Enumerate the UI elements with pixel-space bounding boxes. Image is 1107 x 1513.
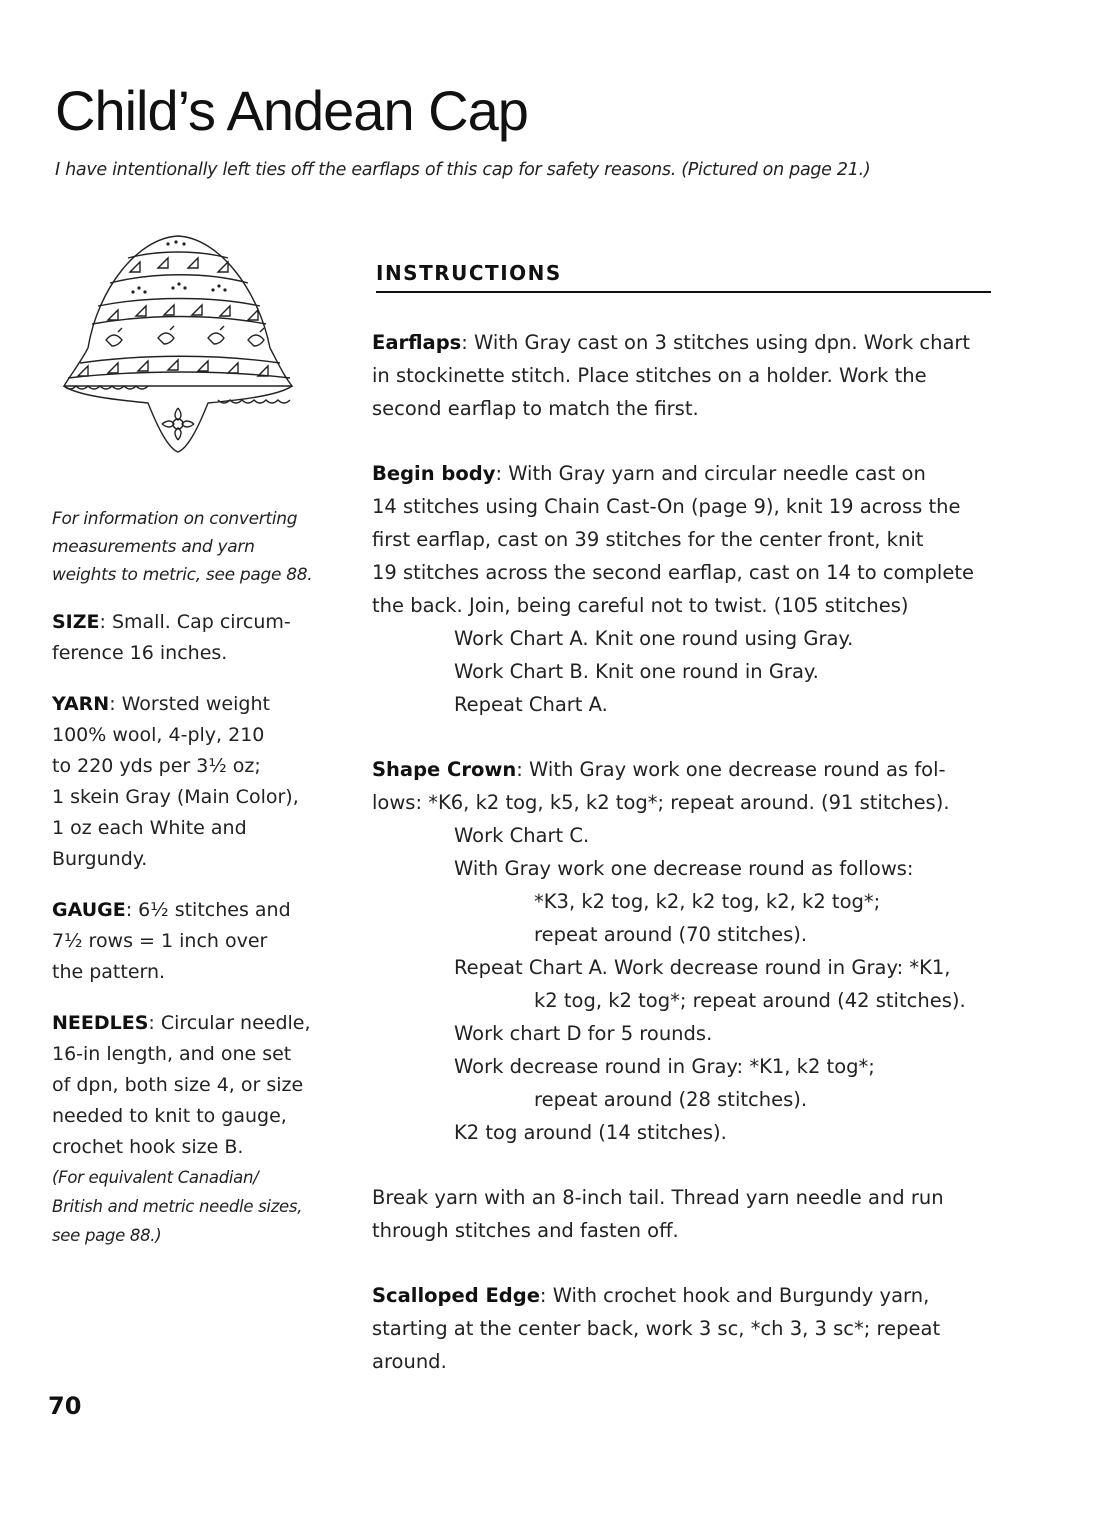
shape-crown-section: Shape Crown: With Gray work one decrease round as fol- lows: *K6, k2 tog, k5, k2 tog*; repeat around. (91 stitches). Work Chart C. With Gray work one decrease round as follows: *K3, k2 tog, k2, k2 tog, k2, k2 tog*; repeat around (70 stitches). Repeat Chart A. Work decrease round in Gray: *K1, k2 tog, k2 tog*; repeat around (42 stitches). Work chart D for 5 rounds. Work decrease round in Gray: *K1, k2 tog*; repeat around (28 stitches). K2 tog around (14 stitches). [372,758,966,1144]
sidebar [52,505,327,1270]
instructions-body [372,326,1012,1410]
scalloped-edge-section: Scalloped Edge: With crochet hook and Burgundy yarn, starting at the center back, work 3 sc, *ch 3, 3 sc*; repeat around. [372,1284,941,1373]
instructions-heading: INSTRUCTIONS [376,261,991,293]
metric-conversion-note: For information on converting measurements and yarn weights to metric, see page 88. [52,509,313,585]
finish-section: Break yarn with an 8-inch tail. Thread yarn needle and run through stitches and fasten off. [372,1186,944,1242]
page-number: 70 [48,1392,82,1420]
yarn-spec: YARN: Worsted weight 100% wool, 4-ply, 210 to 220 yds per 3½ oz; 1 skein Gray (Main Color), 1 oz each White and Burgundy. [52,693,299,870]
earflaps-section: Earflaps: With Gray cast on 3 stitches using dpn. Work chart in stockinette stitch. Place stitches on a holder. Work the second earflap to match the first. [372,331,971,420]
cap-illustration [58,228,298,458]
size-spec: SIZE: Small. Cap circum- ference 16 inches. [52,611,291,664]
needle-size-note: (For equivalent Canadian/ British and metric needle sizes, see page 88.) [52,1168,303,1245]
begin-body-section: Begin body: With Gray yarn and circular needle cast on 14 stitches using Chain Cast-On (page 9), knit 19 across the first earflap, cast on 39 stitches for the center front, knit 19 stitches across the second earflap, cast on 14 to complete the back. Join, being careful not to twist. (105 stitches) Work Chart A. Knit one round using Gray. Work Chart B. Knit one round in Gray. Repeat Chart A. [372,462,974,716]
needles-spec: NEEDLES: Circular needle, 16-in length, and one set of dpn, both size 4, or size needed to knit to gauge, crochet hook size B. (For equivalent Canadian/ British and metric needle sizes, see page 88.) [52,1008,327,1250]
gauge-spec: GAUGE: 6½ stitches and 7½ rows = 1 inch over the pattern. [52,899,291,983]
page-title: Child’s Andean Cap [55,79,528,142]
subtitle: I have intentionally left ties off the earflaps of this cap for safety reasons. (Pictured on page 21.) [55,160,871,180]
